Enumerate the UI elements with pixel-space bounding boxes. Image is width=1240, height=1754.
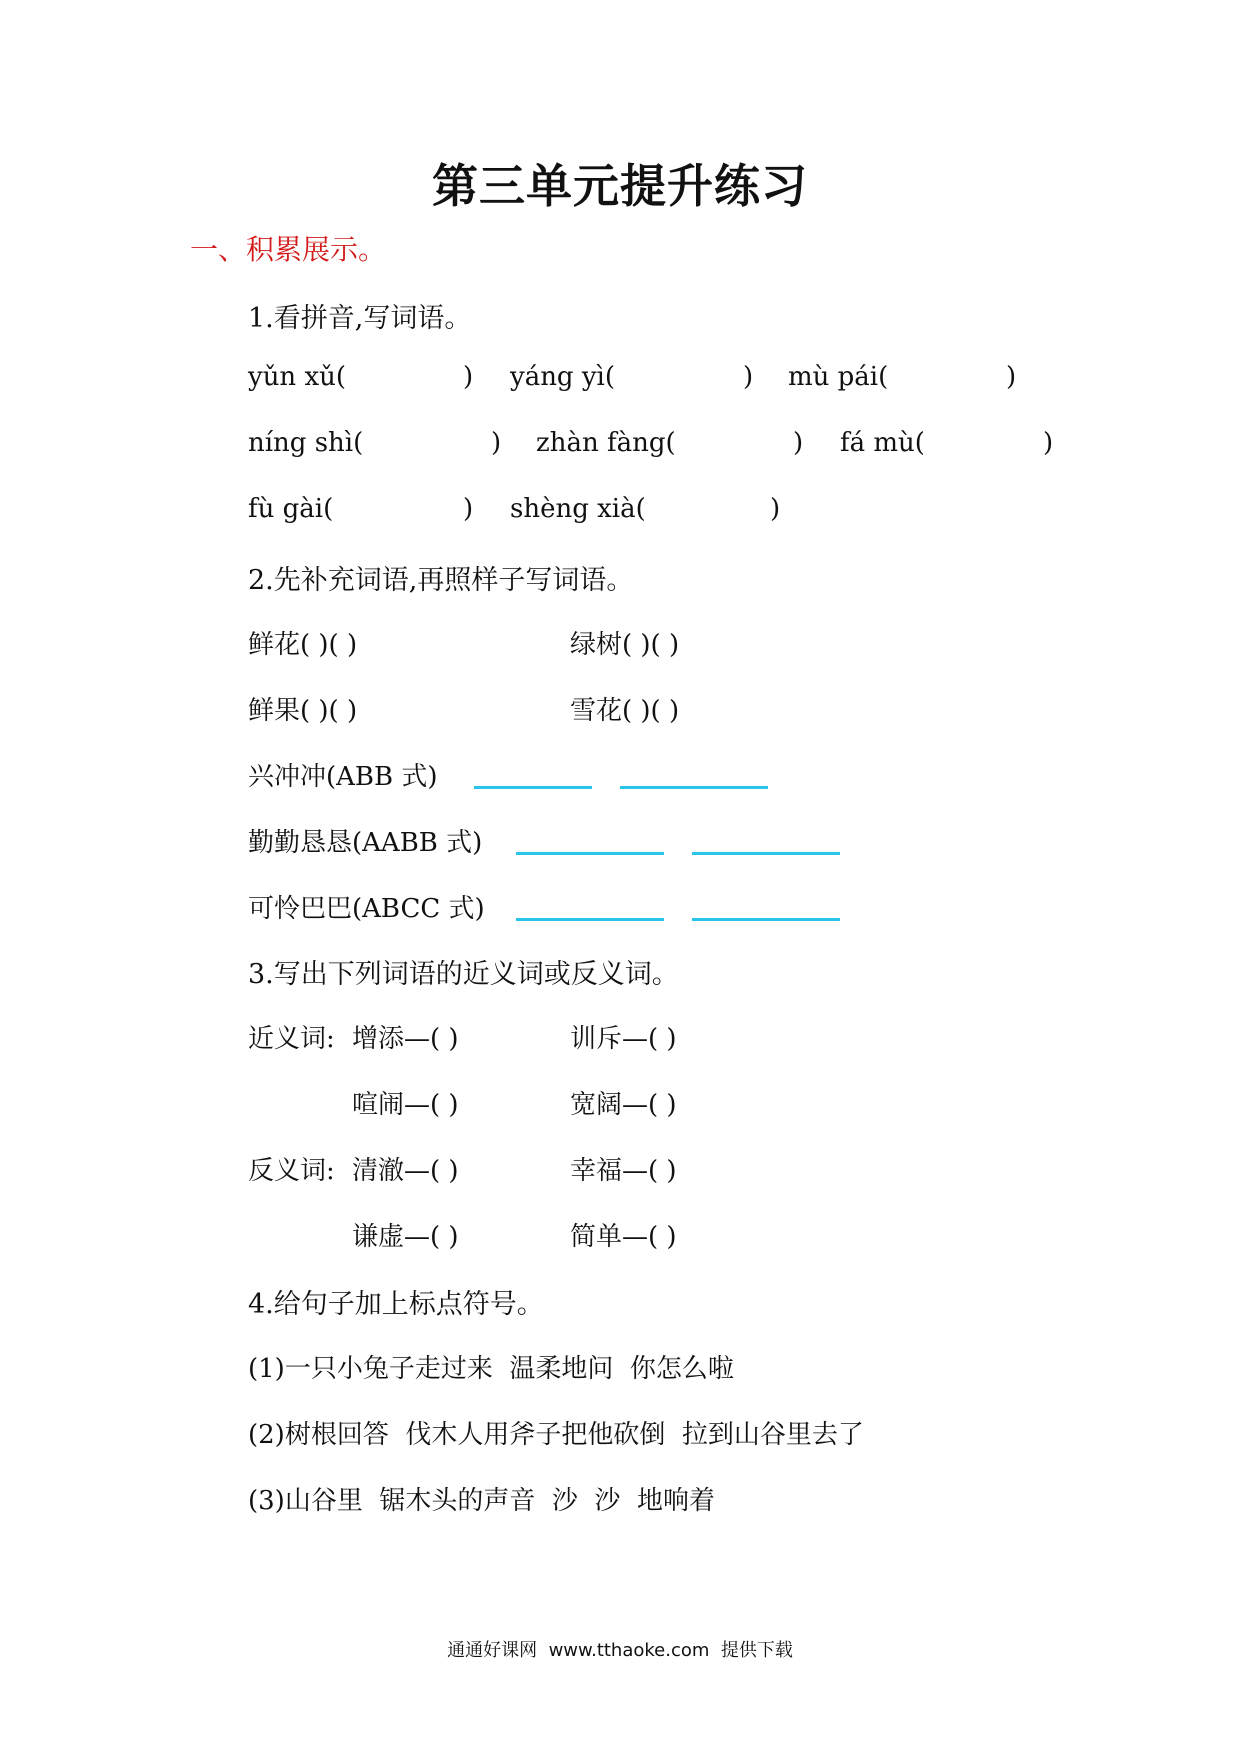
pinyin-item: níng shì( (248, 428, 364, 458)
synonym-label: 近义词: (248, 1024, 335, 1054)
punctuation-sentence: (3)山谷里 锯木头的声音 沙 沙 地响着 (248, 1486, 715, 1516)
pinyin-close: ) (770, 494, 781, 524)
pinyin-item: shèng xià( (510, 494, 646, 524)
q4-prompt: 4.给句子加上标点符号。 (248, 1289, 544, 1320)
pinyin-row-1 (248, 362, 1108, 402)
fill-item: 鲜花( )( ) (248, 630, 358, 660)
pinyin-item: zhàn fàng( (536, 428, 676, 458)
antonym-item: 幸福—( ) (570, 1156, 677, 1186)
pinyin-close: ) (793, 428, 804, 458)
fill-item: 雪花( )( ) (570, 696, 680, 726)
pinyin-item: mù pái( (788, 362, 889, 392)
pattern-abcc: 可怜巴巴(ABCC 式) (248, 894, 485, 924)
pinyin-item: yǔn xǔ( (248, 362, 346, 392)
answer-blank[interactable] (516, 918, 664, 921)
pinyin-item: fù gài( (248, 494, 334, 524)
synonym-item: 宽阔—( ) (570, 1090, 677, 1120)
pinyin-close: ) (743, 362, 754, 392)
pinyin-row-3 (248, 494, 1108, 534)
pinyin-close: ) (1043, 428, 1054, 458)
antonym-label: 反义词: (248, 1156, 335, 1186)
answer-blank[interactable] (620, 786, 768, 789)
pinyin-close: ) (463, 494, 474, 524)
punctuation-sentence: (1)一只小兔子走过来 温柔地问 你怎么啦 (248, 1354, 734, 1384)
pinyin-close: ) (491, 428, 502, 458)
q3-prompt: 3.写出下列词语的近义词或反义词。 (248, 959, 679, 990)
section-heading: 一、积累展示。 (190, 233, 387, 266)
page-title: 第三单元提升练习 (432, 159, 808, 213)
answer-blank[interactable] (692, 918, 840, 921)
antonym-item: 清澈—( ) (352, 1156, 459, 1186)
pattern-aabb: 勤勤恳恳(AABB 式) (248, 828, 483, 858)
synonym-item: 训斥—( ) (570, 1024, 677, 1054)
pinyin-close: ) (1006, 362, 1017, 392)
pattern-abb: 兴冲冲(ABB 式) (248, 762, 438, 792)
answer-blank[interactable] (474, 786, 592, 789)
pinyin-row-2 (248, 428, 1108, 468)
footer-credit: 通通好课网 www.tthaoke.com 提供下载 (447, 1640, 793, 1661)
q1-prompt: 1.看拼音,写词语。 (248, 303, 472, 334)
pinyin-item: fá mù( (840, 428, 925, 458)
synonym-item: 增添—( ) (352, 1024, 459, 1054)
fill-item: 绿树( )( ) (570, 630, 680, 660)
punctuation-sentence: (2)树根回答 伐木人用斧子把他砍倒 拉到山谷里去了 (248, 1420, 864, 1450)
pinyin-close: ) (463, 362, 474, 392)
answer-blank[interactable] (516, 852, 664, 855)
q2-prompt: 2.先补充词语,再照样子写词语。 (248, 565, 634, 596)
pinyin-item: yáng yì( (510, 362, 615, 392)
antonym-item: 谦虚—( ) (352, 1222, 459, 1252)
fill-item: 鲜果( )( ) (248, 696, 358, 726)
answer-blank[interactable] (692, 852, 840, 855)
antonym-item: 简单—( ) (570, 1222, 677, 1252)
synonym-item: 喧闹—( ) (352, 1090, 459, 1120)
